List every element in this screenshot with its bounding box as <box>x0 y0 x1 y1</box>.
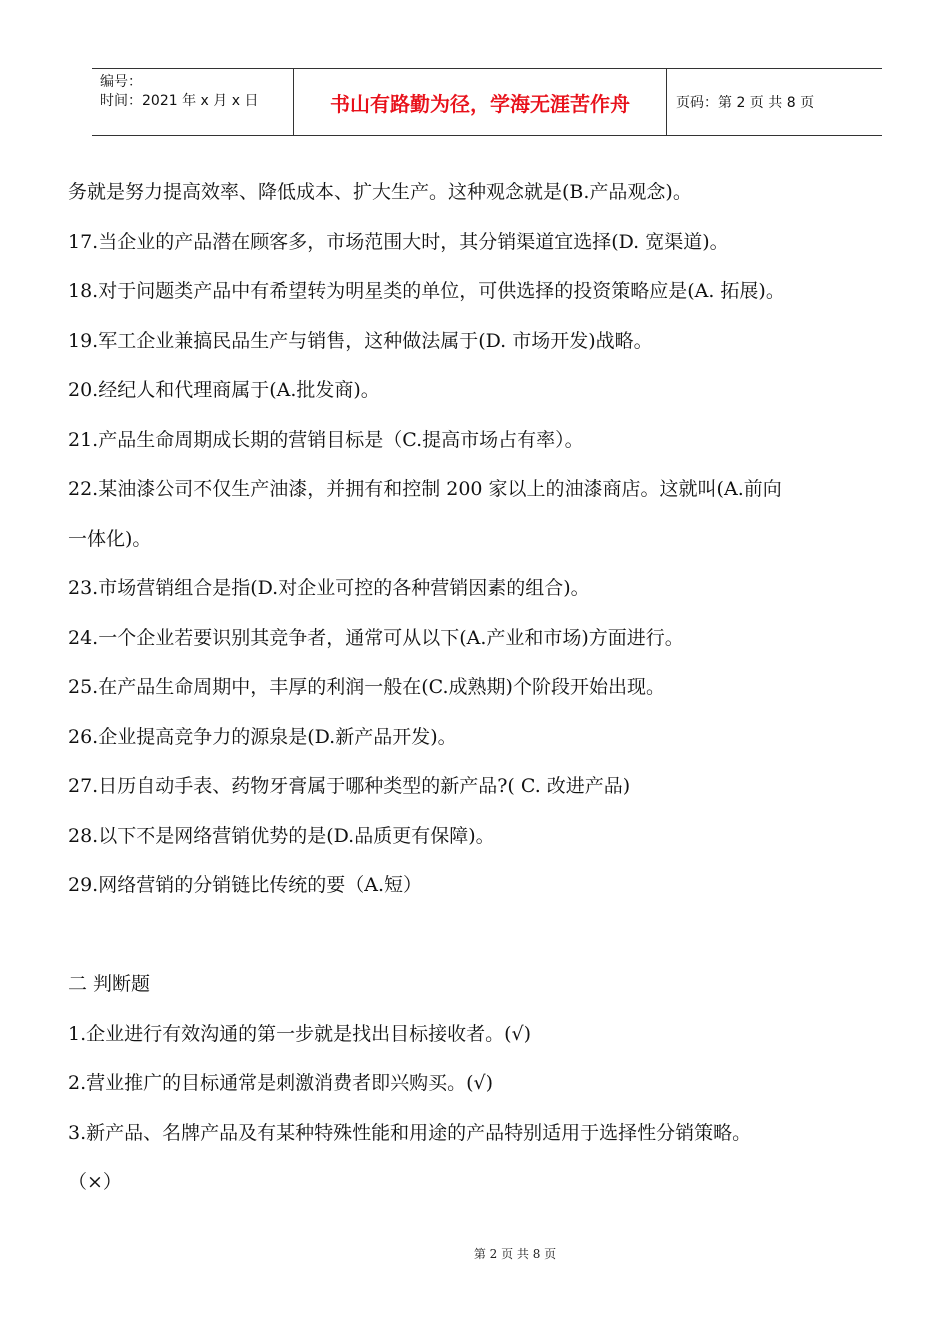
body-line: 2.营业推广的目标通常是刺激消费者即兴购买。(√) <box>68 1072 494 1094</box>
body-line: 一体化)。 <box>68 527 152 550</box>
body-line: 18.对于问题类产品中有希望转为明星类的单位，可供选择的投资策略应是(A. 拓展)。 <box>68 280 785 302</box>
header-time-label: 时间：2021 年 x 月 x 日 <box>100 93 259 109</box>
header-motto: 书山有路勤为径，学海无涯苦作舟 <box>330 91 630 116</box>
body-line: 19.军工企业兼搞民品生产与销售，这种做法属于(D. 市场开发)战略。 <box>68 329 653 352</box>
body-line: 25.在产品生命周期中，丰厚的利润一般在(C.成熟期)个阶段开始出现。 <box>68 676 665 698</box>
body-line: （×） <box>68 1171 122 1193</box>
document-header <box>92 68 882 136</box>
header-meta <box>100 73 258 111</box>
page-footer: 第 2 页 共 8 页 <box>473 1247 557 1261</box>
body-line: 24.一个企业若要识别其竞争者，通常可从以下(A.产业和市场)方面进行。 <box>68 626 684 649</box>
body-line: 21.产品生命周期成长期的营销目标是（C.提高市场占有率）。 <box>68 428 584 451</box>
blank-line <box>68 911 918 961</box>
section-heading: 二 判断题 <box>68 973 151 995</box>
body-line: 27.日历自动手表、药物牙膏属于哪种类型的新产品?( C. 改进产品) <box>68 775 631 797</box>
body-line: 1.企业进行有效沟通的第一步就是找出目标接收者。(√) <box>68 1022 532 1045</box>
body-line: 20.经纪人和代理商属于(A.批发商)。 <box>68 379 380 401</box>
body-line: 26.企业提高竞争力的源泉是(D.新产品开发)。 <box>68 725 457 748</box>
document-body <box>68 168 918 1208</box>
body-line: 17.当企业的产品潜在顾客多，市场范围大时，其分销渠道宜选择(D. 宽渠道)。 <box>68 230 729 253</box>
body-line: 29.网络营销的分销链比传统的要（A.短） <box>68 874 422 896</box>
body-line: 3.新产品、名牌产品及有某种特殊性能和用途的产品特别适用于选择性分销策略。 <box>68 1121 752 1144</box>
header-divider-right <box>666 69 667 135</box>
header-page-info: 页码：第 2 页 共 8 页 <box>676 95 815 111</box>
body-line: 22.某油漆公司不仅生产油漆，并拥有和控制 200 家以上的油漆商店。这就叫(A.前向 <box>68 478 782 500</box>
body-line: 23.市场营销组合是指(D.对企业可控的各种营销因素的组合)。 <box>68 577 590 599</box>
body-line: 务就是努力提高效率、降低成本、扩大生产。这种观念就是(B.产品观念)。 <box>68 181 692 203</box>
body-line: 28.以下不是网络营销优势的是(D.品质更有保障)。 <box>68 824 495 847</box>
header-number-label: 编号： <box>100 74 142 90</box>
